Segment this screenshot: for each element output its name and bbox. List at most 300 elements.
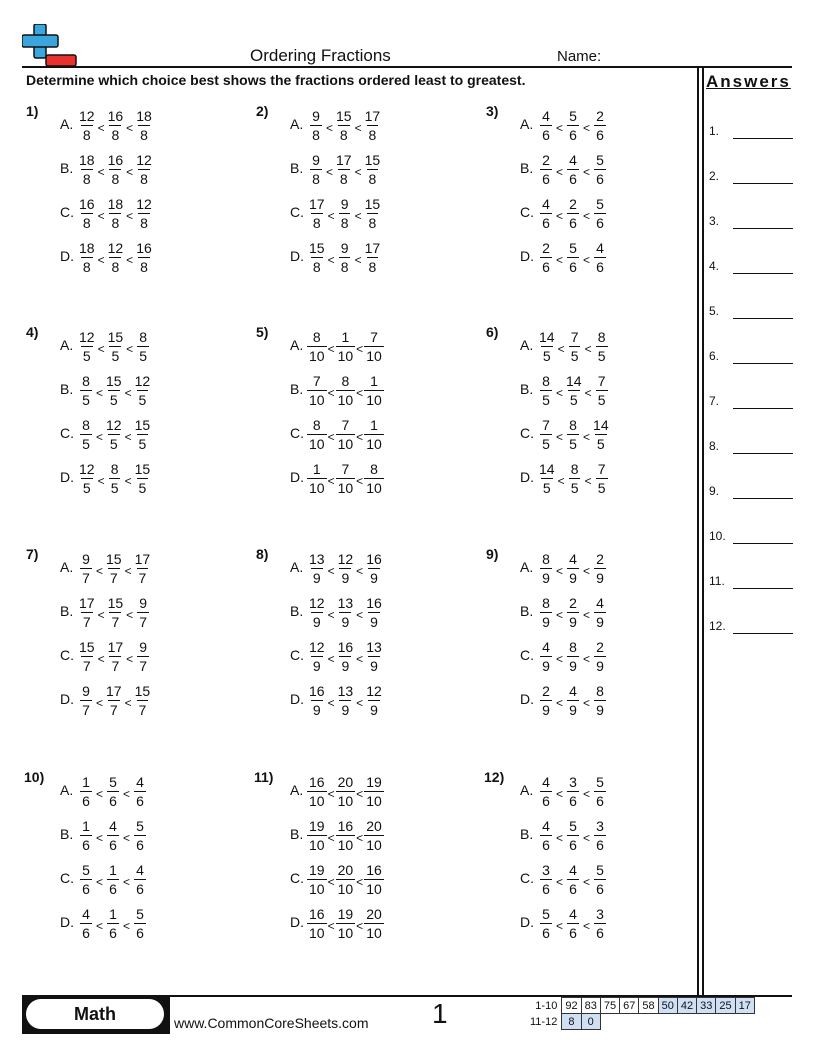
answer-number: 1. bbox=[709, 124, 720, 138]
less-than-symbol: < bbox=[96, 874, 104, 889]
answer-blank[interactable] bbox=[709, 304, 793, 324]
numerator: 19 bbox=[366, 774, 382, 790]
fraction bbox=[106, 239, 126, 276]
fraction bbox=[77, 773, 95, 810]
score-table bbox=[527, 997, 755, 1030]
fraction bbox=[564, 550, 582, 587]
fraction-sequence bbox=[77, 682, 152, 719]
fraction bbox=[591, 817, 609, 854]
numerator: 8 bbox=[569, 639, 577, 655]
denominator: 10 bbox=[366, 925, 382, 941]
numerator: 18 bbox=[79, 240, 95, 256]
answer-blank[interactable] bbox=[709, 349, 793, 369]
answers-heading: Answers bbox=[706, 72, 791, 91]
fraction bbox=[537, 905, 555, 942]
fraction-sequence bbox=[307, 460, 384, 497]
less-than-symbol: < bbox=[354, 164, 362, 179]
fraction-sequence bbox=[77, 151, 154, 188]
denominator: 5 bbox=[569, 436, 577, 452]
choice-letter: C. bbox=[520, 425, 534, 441]
fraction bbox=[336, 416, 356, 453]
fraction bbox=[537, 638, 555, 675]
denominator: 10 bbox=[337, 837, 354, 853]
numerator: 2 bbox=[596, 108, 604, 124]
score-range: 1-10 bbox=[535, 999, 558, 1012]
fraction bbox=[77, 905, 95, 942]
fraction bbox=[133, 550, 153, 587]
numerator: 5 bbox=[542, 906, 550, 922]
fraction bbox=[106, 638, 126, 675]
answer-blank[interactable] bbox=[709, 169, 793, 189]
denominator: 6 bbox=[82, 837, 90, 853]
choice-letter: B. bbox=[290, 160, 304, 176]
numerator: 9 bbox=[340, 240, 349, 256]
less-than-symbol: < bbox=[583, 208, 591, 223]
denominator: 10 bbox=[337, 881, 354, 897]
answer-number: 8. bbox=[709, 439, 720, 453]
fraction bbox=[537, 861, 555, 898]
denominator: 9 bbox=[569, 570, 577, 586]
fraction bbox=[104, 682, 124, 719]
problem bbox=[256, 324, 471, 514]
answer-blank[interactable] bbox=[709, 259, 793, 279]
numerator: 1 bbox=[370, 417, 378, 433]
fraction bbox=[336, 460, 356, 497]
choice-letter: C. bbox=[60, 647, 74, 663]
score-range: 11-12 bbox=[530, 1015, 558, 1028]
less-than-symbol: < bbox=[557, 473, 565, 488]
answer-number: 3. bbox=[709, 214, 720, 228]
problem bbox=[26, 103, 241, 293]
fraction bbox=[593, 372, 611, 409]
numerator: 12 bbox=[337, 551, 354, 567]
denominator: 10 bbox=[366, 881, 382, 897]
numerator: 12 bbox=[309, 639, 325, 655]
page-number: 1 bbox=[432, 998, 448, 1029]
numerator: 4 bbox=[542, 774, 550, 790]
choice-letter: D. bbox=[520, 248, 534, 264]
denominator: 6 bbox=[136, 925, 144, 941]
less-than-symbol: < bbox=[583, 429, 591, 444]
numerator: 4 bbox=[569, 152, 577, 168]
answer-number: 9. bbox=[709, 484, 720, 498]
numerator: 5 bbox=[109, 774, 117, 790]
score-cell: 92 bbox=[562, 998, 581, 1014]
less-than-symbol: < bbox=[583, 563, 591, 578]
score-row bbox=[527, 998, 754, 1014]
fraction bbox=[364, 594, 384, 631]
numerator: 2 bbox=[542, 240, 550, 256]
answer-line[interactable] bbox=[733, 453, 793, 454]
fraction bbox=[537, 151, 555, 188]
fraction-sequence bbox=[537, 460, 611, 497]
fraction bbox=[537, 195, 555, 232]
fraction bbox=[307, 239, 327, 276]
denominator: 7 bbox=[82, 614, 91, 630]
fraction bbox=[564, 151, 582, 188]
answer-blank[interactable] bbox=[709, 124, 793, 144]
denominator: 8 bbox=[111, 127, 120, 143]
fraction bbox=[334, 151, 354, 188]
denominator: 10 bbox=[309, 837, 325, 853]
answer-blank[interactable] bbox=[709, 214, 793, 234]
fraction bbox=[364, 861, 384, 898]
fraction bbox=[131, 817, 149, 854]
answer-line[interactable] bbox=[733, 588, 793, 589]
fraction bbox=[564, 682, 582, 719]
numerator: 17 bbox=[364, 240, 381, 256]
less-than-symbol: < bbox=[356, 830, 364, 845]
numerator: 4 bbox=[136, 774, 144, 790]
answer-column-border bbox=[702, 67, 704, 997]
fraction bbox=[77, 817, 95, 854]
numerator: 15 bbox=[79, 639, 95, 655]
denominator: 10 bbox=[309, 925, 325, 941]
less-than-symbol: < bbox=[356, 607, 364, 622]
fraction bbox=[307, 817, 327, 854]
denominator: 8 bbox=[140, 259, 148, 275]
denominator: 6 bbox=[136, 837, 144, 853]
answer-number: 12. bbox=[709, 619, 726, 633]
fraction bbox=[364, 682, 384, 719]
problem bbox=[486, 769, 701, 959]
answer-blank[interactable] bbox=[709, 529, 793, 549]
denominator: 9 bbox=[596, 614, 604, 630]
denominator: 6 bbox=[569, 881, 577, 897]
less-than-symbol: < bbox=[356, 651, 364, 666]
numerator: 2 bbox=[569, 196, 577, 212]
fraction bbox=[307, 594, 327, 631]
denominator: 7 bbox=[82, 658, 91, 674]
choice-letter: C. bbox=[290, 204, 304, 220]
fraction bbox=[131, 905, 149, 942]
less-than-symbol: < bbox=[96, 429, 104, 444]
fraction bbox=[364, 817, 384, 854]
denominator: 5 bbox=[542, 348, 551, 364]
less-than-symbol: < bbox=[584, 341, 592, 356]
less-than-symbol: < bbox=[96, 786, 104, 801]
fraction-sequence bbox=[537, 638, 609, 675]
problem bbox=[26, 769, 241, 959]
fraction-sequence bbox=[307, 773, 384, 810]
fraction bbox=[307, 151, 325, 188]
choice-letter: C. bbox=[520, 647, 534, 663]
numerator: 12 bbox=[309, 595, 325, 611]
fraction bbox=[537, 460, 557, 497]
less-than-symbol: < bbox=[327, 252, 335, 267]
numerator: 4 bbox=[542, 639, 550, 655]
less-than-symbol: < bbox=[583, 120, 591, 135]
numerator: 9 bbox=[139, 639, 148, 655]
numerator: 1 bbox=[82, 774, 90, 790]
denominator: 5 bbox=[138, 392, 147, 408]
denominator: 8 bbox=[82, 259, 91, 275]
denominator: 8 bbox=[339, 127, 348, 143]
less-than-symbol: < bbox=[583, 830, 591, 845]
score-cell: 75 bbox=[600, 998, 619, 1014]
fraction bbox=[537, 773, 555, 810]
numerator: 16 bbox=[337, 818, 354, 834]
fraction bbox=[77, 460, 97, 497]
fraction bbox=[591, 107, 609, 144]
denominator: 6 bbox=[596, 837, 604, 853]
answer-line[interactable] bbox=[733, 543, 793, 544]
fraction-sequence bbox=[77, 550, 152, 587]
fraction bbox=[593, 460, 611, 497]
numerator: 3 bbox=[569, 774, 577, 790]
fraction bbox=[363, 107, 383, 144]
answer-line[interactable] bbox=[733, 183, 793, 184]
less-than-symbol: < bbox=[126, 607, 134, 622]
less-than-symbol: < bbox=[126, 252, 134, 267]
fraction bbox=[363, 239, 383, 276]
fraction bbox=[564, 239, 582, 276]
choice-letter: C. bbox=[60, 870, 74, 886]
fraction bbox=[106, 151, 126, 188]
fraction bbox=[564, 594, 582, 631]
denominator: 5 bbox=[82, 348, 91, 364]
denominator: 7 bbox=[139, 658, 148, 674]
denominator: 6 bbox=[596, 215, 604, 231]
numerator: 16 bbox=[366, 551, 382, 567]
denominator: 6 bbox=[82, 925, 90, 941]
numerator: 12 bbox=[79, 108, 95, 124]
answer-line[interactable] bbox=[733, 138, 793, 139]
numerator: 4 bbox=[82, 906, 90, 922]
less-than-symbol: < bbox=[123, 830, 131, 845]
denominator: 8 bbox=[312, 171, 320, 187]
fraction bbox=[77, 682, 95, 719]
denominator: 8 bbox=[368, 259, 377, 275]
less-than-symbol: < bbox=[583, 252, 591, 267]
numerator: 12 bbox=[106, 417, 122, 433]
less-than-symbol: < bbox=[583, 786, 591, 801]
less-than-symbol: < bbox=[356, 786, 364, 801]
denominator: 5 bbox=[569, 392, 578, 408]
numerator: 5 bbox=[596, 152, 604, 168]
answer-line[interactable] bbox=[733, 273, 793, 274]
choice-letter: D. bbox=[290, 469, 304, 485]
fraction-sequence bbox=[307, 638, 384, 675]
fraction bbox=[307, 638, 327, 675]
numerator: 12 bbox=[134, 373, 151, 389]
answer-line[interactable] bbox=[733, 363, 793, 364]
fraction bbox=[364, 773, 384, 810]
fraction-sequence bbox=[77, 905, 149, 942]
fraction bbox=[106, 460, 124, 497]
answer-line[interactable] bbox=[733, 633, 793, 634]
denominator: 10 bbox=[337, 793, 354, 809]
numerator: 15 bbox=[106, 373, 122, 389]
numerator: 8 bbox=[341, 373, 350, 389]
choice-letter: A. bbox=[290, 116, 304, 132]
choice-letter: B. bbox=[520, 603, 534, 619]
less-than-symbol: < bbox=[327, 786, 335, 801]
fraction bbox=[537, 239, 555, 276]
denominator: 9 bbox=[312, 658, 321, 674]
instructions: Determine which choice best shows the fractions ordered least to greatest. bbox=[26, 72, 526, 88]
website-link[interactable]: www.CommonCoreSheets.com bbox=[174, 1015, 369, 1031]
numerator: 8 bbox=[596, 683, 604, 699]
numerator: 16 bbox=[366, 595, 382, 611]
fraction bbox=[591, 239, 609, 276]
answer-blank[interactable] bbox=[709, 484, 793, 504]
numerator: 9 bbox=[139, 595, 148, 611]
answer-blank[interactable] bbox=[709, 619, 793, 639]
fraction bbox=[537, 682, 555, 719]
fraction bbox=[131, 773, 149, 810]
less-than-symbol: < bbox=[123, 918, 131, 933]
fraction-sequence bbox=[307, 817, 384, 854]
fraction-sequence bbox=[537, 905, 609, 942]
denominator: 10 bbox=[337, 436, 354, 452]
denominator: 6 bbox=[569, 837, 577, 853]
numerator: 1 bbox=[312, 461, 321, 477]
denominator: 8 bbox=[140, 127, 148, 143]
problem-number: 4) bbox=[26, 324, 39, 340]
fraction bbox=[133, 460, 153, 497]
denominator: 9 bbox=[596, 702, 604, 718]
numerator: 7 bbox=[597, 373, 606, 389]
less-than-symbol: < bbox=[556, 786, 564, 801]
fraction bbox=[77, 416, 95, 453]
less-than-symbol: < bbox=[327, 874, 335, 889]
numerator: 13 bbox=[337, 683, 354, 699]
denominator: 6 bbox=[569, 259, 577, 275]
fraction bbox=[77, 328, 97, 365]
problem-number: 3) bbox=[486, 103, 499, 119]
less-than-symbol: < bbox=[96, 695, 104, 710]
score-cell: 8 bbox=[562, 1014, 581, 1030]
fraction-sequence bbox=[537, 416, 611, 453]
less-than-symbol: < bbox=[124, 473, 132, 488]
denominator: 5 bbox=[597, 392, 606, 408]
answer-line[interactable] bbox=[733, 228, 793, 229]
numerator: 15 bbox=[309, 240, 325, 256]
numerator: 2 bbox=[596, 551, 604, 567]
fraction bbox=[566, 328, 584, 365]
numerator: 5 bbox=[569, 108, 577, 124]
denominator: 5 bbox=[82, 436, 90, 452]
less-than-symbol: < bbox=[97, 164, 105, 179]
denominator: 9 bbox=[312, 702, 321, 718]
less-than-symbol: < bbox=[584, 385, 592, 400]
denominator: 10 bbox=[366, 436, 382, 452]
fraction bbox=[134, 239, 154, 276]
denominator: 9 bbox=[542, 614, 550, 630]
denominator: 6 bbox=[596, 171, 604, 187]
denominator: 10 bbox=[309, 348, 325, 364]
denominator: 6 bbox=[136, 793, 144, 809]
numerator: 2 bbox=[542, 152, 550, 168]
score-cell: 42 bbox=[677, 998, 696, 1014]
problem-number: 6) bbox=[486, 324, 499, 340]
problem-number: 5) bbox=[256, 324, 269, 340]
fraction bbox=[134, 151, 154, 188]
numerator: 4 bbox=[542, 818, 550, 834]
denominator: 5 bbox=[109, 436, 118, 452]
numerator: 13 bbox=[366, 639, 382, 655]
answer-number: 4. bbox=[709, 259, 720, 273]
denominator: 6 bbox=[569, 793, 577, 809]
less-than-symbol: < bbox=[327, 830, 335, 845]
fraction bbox=[537, 372, 555, 409]
numerator: 4 bbox=[109, 818, 117, 834]
fraction-sequence bbox=[537, 239, 609, 276]
less-than-symbol: < bbox=[124, 563, 132, 578]
less-than-symbol: < bbox=[556, 651, 564, 666]
fraction-sequence bbox=[307, 372, 384, 409]
choice-letter: A. bbox=[290, 337, 304, 353]
fraction-sequence bbox=[537, 151, 609, 188]
numerator: 4 bbox=[542, 108, 550, 124]
fraction bbox=[106, 328, 126, 365]
fraction bbox=[537, 817, 555, 854]
answer-blank[interactable] bbox=[709, 394, 793, 414]
choice-letter: D. bbox=[60, 248, 74, 264]
answer-blank[interactable] bbox=[709, 574, 793, 594]
fraction bbox=[106, 107, 126, 144]
fraction bbox=[134, 594, 152, 631]
fraction bbox=[77, 550, 95, 587]
fraction bbox=[566, 460, 584, 497]
answer-line[interactable] bbox=[733, 498, 793, 499]
fraction bbox=[591, 550, 609, 587]
page-title: Ordering Fractions bbox=[250, 46, 391, 65]
denominator: 6 bbox=[596, 925, 604, 941]
fraction bbox=[134, 107, 154, 144]
fraction bbox=[307, 682, 327, 719]
less-than-symbol: < bbox=[327, 563, 335, 578]
fraction-sequence bbox=[537, 328, 611, 365]
denominator: 8 bbox=[368, 127, 377, 143]
answer-line[interactable] bbox=[733, 318, 793, 319]
fraction-sequence bbox=[77, 773, 149, 810]
numerator: 18 bbox=[136, 108, 152, 124]
fraction-sequence bbox=[77, 460, 152, 497]
fraction bbox=[307, 372, 327, 409]
answer-blank[interactable] bbox=[709, 439, 793, 459]
less-than-symbol: < bbox=[583, 695, 591, 710]
choice-letter: B. bbox=[520, 826, 534, 842]
numerator: 7 bbox=[570, 329, 579, 345]
denominator: 5 bbox=[597, 480, 606, 496]
numerator: 17 bbox=[309, 196, 325, 212]
answer-line[interactable] bbox=[733, 408, 793, 409]
fraction bbox=[336, 550, 356, 587]
denominator: 10 bbox=[309, 793, 325, 809]
numerator: 13 bbox=[309, 551, 325, 567]
fraction bbox=[564, 905, 582, 942]
numerator: 8 bbox=[82, 417, 90, 433]
choice-letter: B. bbox=[60, 381, 74, 397]
numerator: 16 bbox=[309, 683, 325, 699]
denominator: 10 bbox=[309, 436, 325, 452]
fraction bbox=[131, 861, 149, 898]
less-than-symbol: < bbox=[126, 120, 134, 135]
numerator: 20 bbox=[337, 774, 354, 790]
fraction bbox=[591, 416, 611, 453]
fraction-sequence bbox=[307, 682, 384, 719]
denominator: 5 bbox=[597, 348, 606, 364]
fraction-sequence bbox=[537, 773, 609, 810]
fraction bbox=[364, 550, 384, 587]
denominator: 5 bbox=[596, 436, 605, 452]
numerator: 8 bbox=[597, 329, 606, 345]
problem bbox=[486, 103, 701, 293]
fraction bbox=[564, 195, 582, 232]
choice-letter: C. bbox=[290, 425, 304, 441]
